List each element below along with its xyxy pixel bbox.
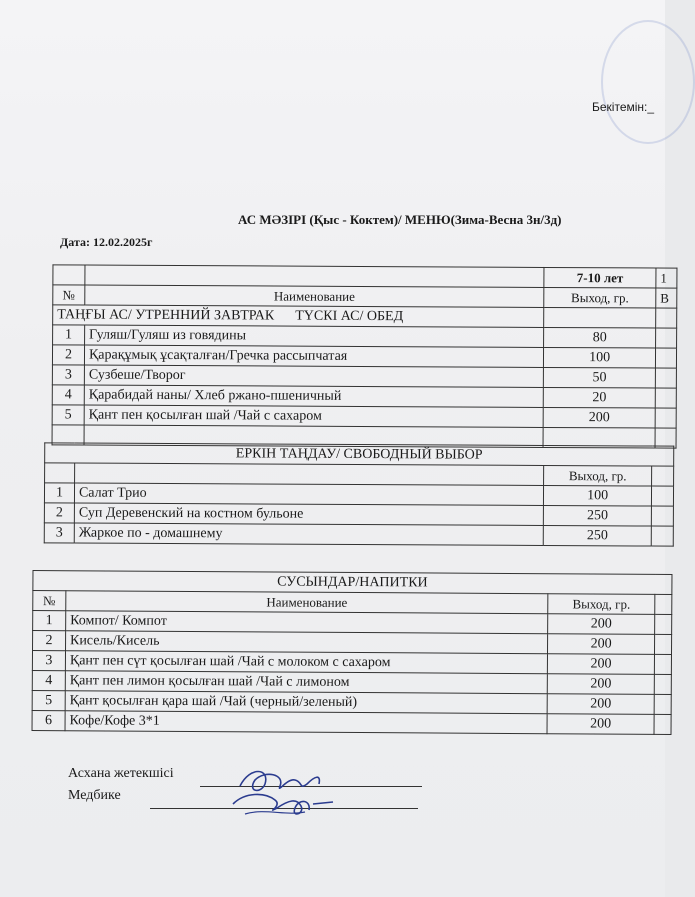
table-row: 7-10 лет 1 <box>53 265 677 288</box>
table-row: 2 Қарақұмық ұсақталған/Гречка рассыпчатая 100 <box>52 345 676 368</box>
table-title: СУСЫНДАР/НАПИТКИ <box>33 571 672 595</box>
handwritten-signature <box>225 756 355 826</box>
table-row: 2 Кисель/Кисель 200 <box>33 631 672 655</box>
table-row: 2 Суп Деревенский на костном бульоне 250 <box>44 503 673 526</box>
breakfast-table <box>52 264 678 448</box>
section-row: ТАҢҒЫ АС/ УТРЕННИЙ ЗАВТРАК ТҮСКІ АС/ ОБЕД <box>53 305 677 328</box>
table-row: 5 Қант пен қосылған шай /Чай с сахаром 200 <box>52 405 676 428</box>
table-row: 1 Компот/ Компот 200 <box>33 611 672 635</box>
table-row: 1 Салат Трио 100 <box>44 483 673 506</box>
free-choice-table <box>44 442 675 546</box>
table-header: № Наименование Выход, гр. В <box>53 285 677 308</box>
table-header: Выход, гр. <box>45 463 674 486</box>
table-row: 3 Жаркое по - домашнему 250 <box>44 523 673 546</box>
table-header: № Наименование Выход, гр. <box>33 591 672 615</box>
table-row: 3 Қант пен сүт қосылған шай /Чай с молоком с сахаром 200 <box>32 651 671 675</box>
nurse-label: Медбике <box>68 788 121 803</box>
table-row: 3 Сузбеше/Творог 50 <box>52 365 676 388</box>
table-row: 4 Қант пен лимон қосылған шай /Чай с лимоном 200 <box>32 671 671 695</box>
table-row: 4 Қарабидай наны/ Хлеб ржано-пшеничный 20 <box>52 385 676 408</box>
table-row: 5 Қант қосылған қара шай /Чай (черный/зеленый) 200 <box>32 691 671 715</box>
menu-title: АС МӘЗІРІ (Қыс - Коктем)/ МЕНЮ(Зима-Весна 3н/3д) <box>238 212 562 227</box>
approval-label: Бекітемін:_ <box>592 100 655 114</box>
chef-label: Асхана жетекшісі <box>68 766 174 781</box>
age-group: 7-10 лет <box>544 267 656 288</box>
stamp-mark <box>601 20 695 144</box>
menu-date: Дата: 12.02.2025г <box>60 235 153 249</box>
drinks-table <box>32 570 673 735</box>
table-row: 6 Кофе/Кофе 3*1 200 <box>32 711 671 735</box>
table-title: ЕРКІН ТАҢДАУ/ СВОБОДНЫЙ ВЫБОР <box>45 443 674 466</box>
table-row: 1 Гуляш/Гуляш из говядины 80 <box>53 325 677 348</box>
